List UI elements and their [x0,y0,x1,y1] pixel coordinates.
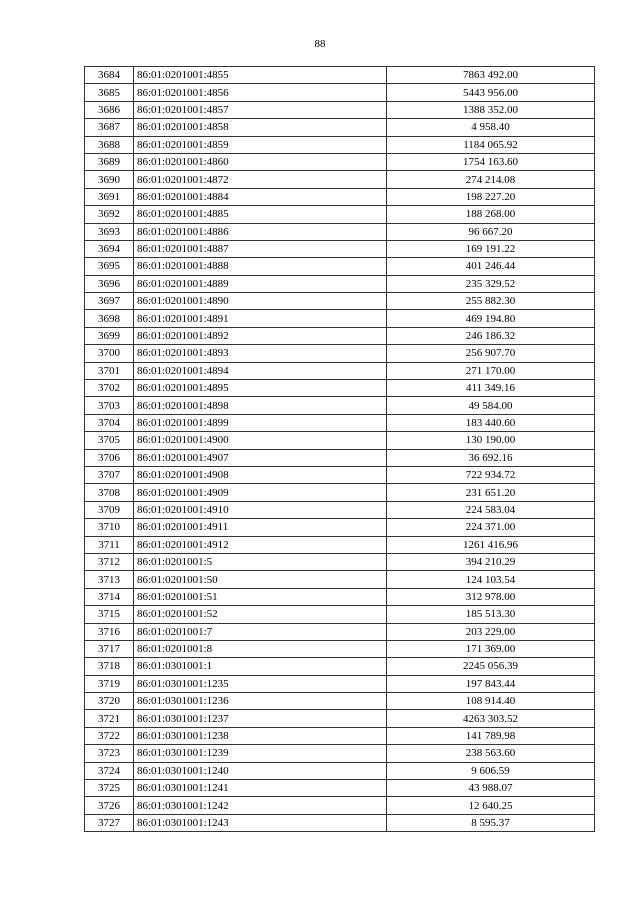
row-number-cell: 3693 [85,223,134,240]
table-row [85,693,595,710]
row-number-cell: 3719 [85,675,134,692]
cadastral-number-cell: 86:01:0201001:4858 [134,119,387,136]
cadastral-value-cell: 231 651.20 [387,484,595,501]
row-number-cell: 3689 [85,153,134,170]
row-number-cell: 3688 [85,136,134,153]
row-number-cell: 3721 [85,710,134,727]
row-number-cell: 3686 [85,101,134,118]
cadastral-value-cell: 224 583.04 [387,501,595,518]
row-number-cell: 3709 [85,501,134,518]
cadastral-number-cell: 86:01:0201001:4885 [134,206,387,223]
cadastral-value-cell: 722 934.72 [387,466,595,483]
cadastral-value-cell: 183 440.60 [387,414,595,431]
cadastral-number-cell: 86:01:0201001:51 [134,588,387,605]
table-row [85,240,595,257]
cadastral-number-cell: 86:01:0201001:4889 [134,275,387,292]
table-row [85,380,595,397]
row-number-cell: 3715 [85,606,134,623]
cadastral-value-cell: 2245 056.39 [387,658,595,675]
cadastral-value-cell: 246 186.32 [387,327,595,344]
table-row [85,501,595,518]
row-number-cell: 3684 [85,67,134,84]
row-number-cell: 3702 [85,380,134,397]
row-number-cell: 3714 [85,588,134,605]
table-row [85,84,595,101]
cadastral-value-cell: 108 914.40 [387,693,595,710]
cadastral-number-cell: 86:01:0301001:1236 [134,693,387,710]
table-row [85,101,595,118]
cadastral-value-cell: 235 329.52 [387,275,595,292]
cadastral-value-cell: 49 584.00 [387,397,595,414]
table-row [85,745,595,762]
row-number-cell: 3695 [85,258,134,275]
cadastral-value-cell: 469 194.80 [387,310,595,327]
row-number-cell: 3705 [85,432,134,449]
cadastral-number-cell: 86:01:0201001:4899 [134,414,387,431]
table-row [85,171,595,188]
row-number-cell: 3685 [85,84,134,101]
table-row [85,762,595,779]
cadastral-number-cell: 86:01:0201001:4872 [134,171,387,188]
table-row [85,658,595,675]
table-row [85,519,595,536]
cadastral-number-cell: 86:01:0201001:4890 [134,293,387,310]
cadastral-number-cell: 86:01:0201001:4857 [134,101,387,118]
cadastral-value-cell: 256 907.70 [387,345,595,362]
cadastral-value-cell: 255 882.30 [387,293,595,310]
cadastral-value-cell: 1754 163.60 [387,153,595,170]
cadastral-number-cell: 86:01:0301001:1240 [134,762,387,779]
table-row [85,588,595,605]
table-row [85,223,595,240]
cadastral-number-cell: 86:01:0201001:4907 [134,449,387,466]
cadastral-number-cell: 86:01:0201001:50 [134,571,387,588]
row-number-cell: 3712 [85,553,134,570]
cadastral-number-cell: 86:01:0301001:1239 [134,745,387,762]
cadastral-value-cell: 411 349.16 [387,380,595,397]
table-row [85,310,595,327]
cadastral-value-cell: 12 640.25 [387,797,595,814]
cadastral-value-cell: 141 789.98 [387,727,595,744]
table-row [85,153,595,170]
table-body [85,67,595,832]
cadastral-number-cell: 86:01:0201001:4887 [134,240,387,257]
table-row [85,327,595,344]
table-row [85,362,595,379]
table-row [85,606,595,623]
cadastral-value-cell: 271 170.00 [387,362,595,379]
row-number-cell: 3723 [85,745,134,762]
row-number-cell: 3704 [85,414,134,431]
cadastral-number-cell: 86:01:0201001:4895 [134,380,387,397]
cadastral-value-cell: 185 513.30 [387,606,595,623]
row-number-cell: 3716 [85,623,134,640]
table-row [85,397,595,414]
table-row [85,553,595,570]
cadastral-number-cell: 86:01:0201001:5 [134,553,387,570]
row-number-cell: 3700 [85,345,134,362]
row-number-cell: 3713 [85,571,134,588]
row-number-cell: 3697 [85,293,134,310]
cadastral-value-cell: 1388 352.00 [387,101,595,118]
cadastral-number-cell: 86:01:0301001:1235 [134,675,387,692]
row-number-cell: 3699 [85,327,134,344]
table-row [85,727,595,744]
cadastral-value-cell: 238 563.60 [387,745,595,762]
row-number-cell: 3706 [85,449,134,466]
row-number-cell: 3698 [85,310,134,327]
table-row [85,432,595,449]
table-row [85,345,595,362]
cadastral-number-cell: 86:01:0201001:7 [134,623,387,640]
table-row [85,675,595,692]
table-row [85,710,595,727]
cadastral-number-cell: 86:01:0301001:1242 [134,797,387,814]
table-row [85,780,595,797]
row-number-cell: 3708 [85,484,134,501]
cadastral-value-cell: 394 210.29 [387,553,595,570]
table-row [85,536,595,553]
row-number-cell: 3691 [85,188,134,205]
table-row [85,814,595,831]
cadastral-value-cell: 124 103.54 [387,571,595,588]
cadastral-value-cell: 96 667.20 [387,223,595,240]
table-row [85,188,595,205]
row-number-cell: 3718 [85,658,134,675]
cadastral-number-cell: 86:01:0301001:1243 [134,814,387,831]
row-number-cell: 3711 [85,536,134,553]
cadastral-value-cell: 401 246.44 [387,258,595,275]
cadastral-number-cell: 86:01:0201001:52 [134,606,387,623]
cadastral-value-cell: 169 191.22 [387,240,595,257]
cadastral-number-cell: 86:01:0201001:4894 [134,362,387,379]
cadastral-value-cell: 1261 416.96 [387,536,595,553]
row-number-cell: 3703 [85,397,134,414]
cadastral-number-cell: 86:01:0201001:4888 [134,258,387,275]
cadastral-number-cell: 86:01:0201001:4886 [134,223,387,240]
cadastral-number-cell: 86:01:0301001:1237 [134,710,387,727]
cadastral-value-cell: 130 190.00 [387,432,595,449]
cadastral-number-cell: 86:01:0301001:1241 [134,780,387,797]
cadastral-number-cell: 86:01:0301001:1 [134,658,387,675]
row-number-cell: 3692 [85,206,134,223]
cadastral-number-cell: 86:01:0201001:4892 [134,327,387,344]
row-number-cell: 3690 [85,171,134,188]
cadastral-number-cell: 86:01:0201001:4891 [134,310,387,327]
cadastral-value-cell: 7863 492.00 [387,67,595,84]
page-number: 88 [314,38,326,50]
table-row [85,797,595,814]
table-row [85,449,595,466]
cadastral-number-cell: 86:01:0201001:4908 [134,466,387,483]
row-number-cell: 3687 [85,119,134,136]
cadastral-value-cell: 171 369.00 [387,640,595,657]
row-number-cell: 3710 [85,519,134,536]
table-row [85,484,595,501]
table-row [85,136,595,153]
cadastral-number-cell: 86:01:0201001:4900 [134,432,387,449]
cadastral-number-cell: 86:01:0301001:1238 [134,727,387,744]
cadastral-value-cell: 36 692.16 [387,449,595,466]
row-number-cell: 3727 [85,814,134,831]
row-number-cell: 3701 [85,362,134,379]
cadastral-number-cell: 86:01:0201001:8 [134,640,387,657]
cadastral-value-cell: 274 214.08 [387,171,595,188]
cadastral-value-table [84,66,595,832]
row-number-cell: 3724 [85,762,134,779]
table-row [85,623,595,640]
cadastral-value-cell: 224 371.00 [387,519,595,536]
table-row [85,293,595,310]
cadastral-value-cell: 198 227.20 [387,188,595,205]
cadastral-number-cell: 86:01:0201001:4884 [134,188,387,205]
cadastral-value-cell: 4263 303.52 [387,710,595,727]
table-row [85,206,595,223]
cadastral-value-cell: 5443 956.00 [387,84,595,101]
table-row [85,571,595,588]
row-number-cell: 3726 [85,797,134,814]
row-number-cell: 3717 [85,640,134,657]
cadastral-value-cell: 43 988.07 [387,780,595,797]
table-row [85,414,595,431]
cadastral-value-cell: 1184 065.92 [387,136,595,153]
cadastral-number-cell: 86:01:0201001:4860 [134,153,387,170]
table-row [85,258,595,275]
cadastral-value-cell: 8 595.37 [387,814,595,831]
cadastral-value-cell: 4 958.40 [387,119,595,136]
table-row [85,275,595,292]
cadastral-value-cell: 312 978.00 [387,588,595,605]
row-number-cell: 3722 [85,727,134,744]
cadastral-number-cell: 86:01:0201001:4859 [134,136,387,153]
row-number-cell: 3707 [85,466,134,483]
cadastral-number-cell: 86:01:0201001:4909 [134,484,387,501]
cadastral-number-cell: 86:01:0201001:4856 [134,84,387,101]
cadastral-value-cell: 197 843.44 [387,675,595,692]
cadastral-number-cell: 86:01:0201001:4898 [134,397,387,414]
row-number-cell: 3694 [85,240,134,257]
table-row [85,67,595,84]
cadastral-number-cell: 86:01:0201001:4912 [134,536,387,553]
row-number-cell: 3720 [85,693,134,710]
table-row [85,466,595,483]
cadastral-number-cell: 86:01:0201001:4910 [134,501,387,518]
cadastral-value-cell: 188 268.00 [387,206,595,223]
cadastral-number-cell: 86:01:0201001:4855 [134,67,387,84]
table-row [85,119,595,136]
table-row [85,640,595,657]
cadastral-value-cell: 203 229.00 [387,623,595,640]
cadastral-number-cell: 86:01:0201001:4911 [134,519,387,536]
row-number-cell: 3725 [85,780,134,797]
cadastral-number-cell: 86:01:0201001:4893 [134,345,387,362]
row-number-cell: 3696 [85,275,134,292]
cadastral-value-cell: 9 606.59 [387,762,595,779]
